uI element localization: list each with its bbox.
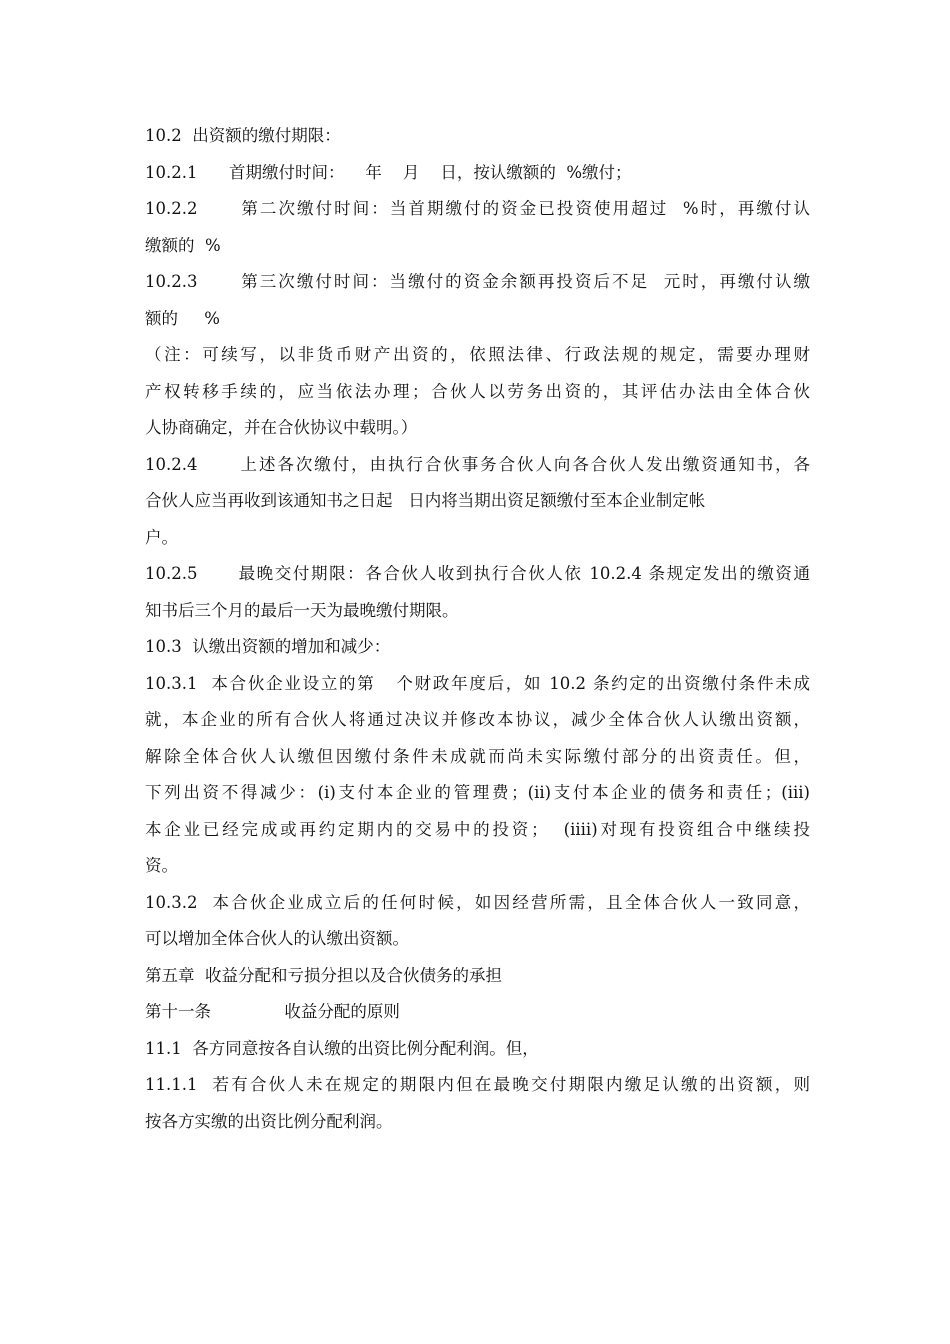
- note-line-1: （注：可续写，以非货币财产出资的，依照法律、行政法规的规定，需要办理财: [145, 345, 810, 364]
- clause-11-1-1-line-1: 11.1.1 若有合伙人未在规定的期限内但在最晚交付期限内缴足认缴的出资额，则: [145, 1075, 810, 1094]
- section-heading-10-2: 10.2 出资额的缴付期限：: [145, 126, 341, 145]
- document-page: [145, 118, 810, 1140]
- clause-10-2-2-line-1: 10.2.2 第二次缴付时间：当首期缴付的资金已投资使用超过 %时，再缴付认: [145, 199, 810, 218]
- clause-10-3-1-line-4: 下列出资不得减少：(i)支付本企业的管理费；(ii)支付本企业的债务和责任；(iii): [145, 783, 810, 802]
- clause-10-2-5-line-1: 10.2.5 最晚交付期限：各合伙人收到执行合伙人依 10.2.4 条规定发出的缴资通: [145, 564, 810, 583]
- chapter-heading-5: 第五章 收益分配和亏损分担以及合伙债务的承担: [145, 965, 502, 985]
- clause-10-2-4-line-2: 合伙人应当再收到该通知书之日起 日内将当期出资足额缴付至本企业制定帐: [145, 491, 706, 510]
- note-line-2: 产权转移手续的，应当依法办理；合伙人以劳务出资的，其评估办法由全体合伙: [145, 381, 810, 401]
- clause-10-3-1-line-6: 资。: [145, 856, 178, 875]
- note-line-3: 人协商确定，并在合伙协议中载明。）: [145, 418, 418, 437]
- clause-10-2-1: 10.2.1 首期缴付时间： 年 月 日，按认缴额的 %缴付；: [145, 162, 632, 182]
- clause-10-3-1-line-1: 10.3.1 本合伙企业设立的第 个财政年度后，如 10.2 条约定的出资缴付条件未成: [145, 673, 810, 693]
- clause-10-2-4-line-1: 10.2.4 上述各次缴付，由执行合伙事务合伙人向各合伙人发出缴资通知书，各: [145, 454, 810, 474]
- clause-10-3-1-line-3: 解除全体合伙人认缴但因缴付条件未成就而尚未实际缴付部分的出资责任。但，: [145, 746, 810, 766]
- clause-10-3-2-line-2: 可以增加全体合伙人的认缴出资额。: [145, 929, 409, 948]
- section-heading-10-3: 10.3 认缴出资额的增加和减少：: [145, 637, 391, 656]
- clause-10-2-2-line-2: 缴额的 %: [145, 235, 221, 255]
- clause-10-3-2-line-1: 10.3.2 本合伙企业成立后的任何时候，如因经营所需，且全体合伙人一致同意，: [145, 892, 810, 912]
- clause-10-2-3-line-1: 10.2.3 第三次缴付时间：当缴付的资金余额再投资后不足 元时，再缴付认缴: [145, 272, 810, 291]
- clause-10-3-1-line-5: 本企业已经完成或再约定期内的交易中的投资； (iiii)对现有投资组合中继续投: [145, 819, 810, 839]
- clause-10-2-5-line-2: 知书后三个月的最后一天为最晚缴付期限。: [145, 600, 459, 620]
- clause-10-2-4-line-3: 户。: [145, 527, 178, 547]
- clause-10-3-1-line-2: 就，本企业的所有合伙人将通过决议并修改本协议，减少全体合伙人认缴出资额，: [145, 710, 810, 729]
- clause-11-1: 11.1 各方同意按各自认缴的出资比例分配利润。但，: [145, 1038, 539, 1058]
- article-heading-11: 第十一条 收益分配的原则: [145, 1002, 400, 1021]
- clause-11-1-1-line-2: 按各方实缴的出资比例分配利润。: [145, 1111, 393, 1131]
- clause-10-2-3-line-2: 额的 %: [145, 308, 220, 328]
